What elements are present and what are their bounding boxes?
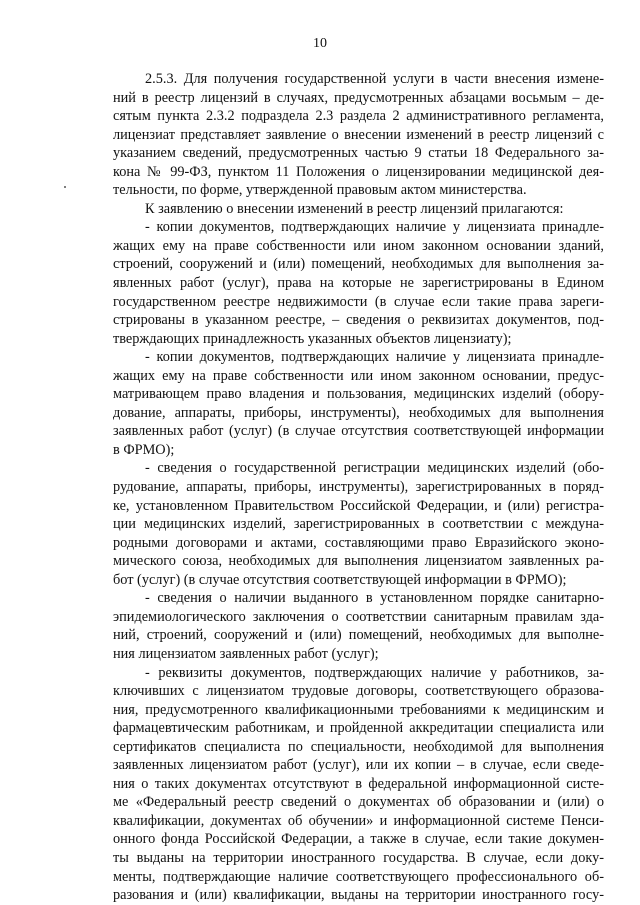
list-item-line: тверждающих принадлежность указанных объектов лицензиату); <box>113 330 512 347</box>
list-item-line: - реквизиты документов, подтверждающих наличие у работников, за- <box>145 664 604 681</box>
list-item-line: ний, строений, сооружений и (или) помещений, необходимых для выполне- <box>113 627 604 644</box>
list-item-line: жащих ему на праве собственности или ином законном основании, предус- <box>113 367 604 384</box>
list-item-line: жащих ему на праве собственности или ином законном основании зданий, <box>113 237 604 254</box>
list-item-line: - сведения о государственной регистрации медицинских изделий (обо- <box>145 460 604 477</box>
list-item-line: ключивших с лицензиатом трудовые договоры, соответствующего образова- <box>113 683 604 700</box>
paragraph-line: 2.5.3. Для получения государственной услуги в части внесения измене- <box>145 71 604 87</box>
list-item-line: стрированы в указанном реестре, – сведения о реквизитах документов, под- <box>113 312 604 329</box>
list-item-line: - сведения о наличии выданного в установленном порядке санитарно- <box>145 590 604 607</box>
list-item-line: - копии документов, подтверждающих наличие у лицензиата принадле- <box>145 219 604 236</box>
list-item-line: родными договорами и актами, составляющими право Евразийского эконо- <box>113 534 604 551</box>
list-item-line: матривающем право владения и пользования, медицинских изделий (обору- <box>113 386 604 403</box>
paragraph-line: лицензиат представляет заявление о внесении изменений в реестр лицензий с <box>113 126 604 143</box>
list-item-line: заявленных лицензиатом работ (услуг), или их копии – в случае, если сведе- <box>113 757 604 774</box>
list-item-line: ции медицинских изделий, зарегистрированных в соответствии с междуна- <box>113 516 604 533</box>
list-item-line: фармацевтическим работникам, и пройденной аккредитации специалиста или <box>113 720 604 737</box>
list-item-line: квалификации, документах об обучении» и информационной системе Пенси- <box>113 812 604 829</box>
list-item-line: рудование, аппараты, приборы, инструменты), зарегистрированных в поряд- <box>113 479 604 496</box>
list-item-line: - копии документов, подтверждающих наличие у лицензиата принадле- <box>145 349 604 366</box>
paragraph-line: сятым пункта 2.3.2 подраздела 2.3 раздела 2 административного регламента, <box>113 108 604 125</box>
list-item-line: бот (услуг) (в случае отсутствия соответствующей информации в ФРМО); <box>113 571 567 588</box>
paragraph-line: К заявлению о внесении изменений в реестр лицензий прилагаются: <box>145 200 564 217</box>
list-item-line: государственном реестре недвижимости (в случае если такие права зареги- <box>113 293 604 310</box>
list-item-line: онного фонда Российской Федерации, а также в случае, если такие докумен- <box>113 831 604 848</box>
paragraph-line: тельности, по форме, утвержденной правовым актом министерства. <box>113 182 527 199</box>
list-item-line: разования и (или) квалификации, выданы на территории иностранного госу- <box>113 887 604 904</box>
paragraph-line: ний в реестр лицензий в случаях, предусмотренных абзацами восьмым – де- <box>113 89 604 106</box>
list-item-line: ния о таких документах отсутствуют в федеральной информационной систе- <box>113 775 604 792</box>
list-item-line: в ФРМО); <box>113 441 175 458</box>
body-text <box>113 70 604 905</box>
list-item-line: ме «Федеральный реестр сведений о документах об образовании и (или) о <box>113 794 604 811</box>
list-item-line: заявленных работ (услуг) (в случае отсутствия соответствующей информации <box>113 423 604 440</box>
list-item-line: явленных работ (услуг), права на которые не зарегистрированы в Едином <box>113 275 604 292</box>
list-item-line: эпидемиологического заключения о соответствии санитарным правилам зда- <box>113 608 604 625</box>
scan-speck <box>64 186 66 188</box>
list-item-line: ния, предусмотренного квалификационными требованиями к медицинским и <box>113 701 604 718</box>
paragraph-line: указанием сведений, предусмотренных частью 9 статьи 18 Федерального за- <box>113 145 604 162</box>
paragraph-line: кона № 99-ФЗ, пунктом 11 Положения о лицензировании медицинской дея- <box>113 163 604 180</box>
list-item-line: дование, аппараты, приборы, инструменты), необходимых для выполнения <box>113 404 604 421</box>
list-item-line: сертификатов специалиста по специальности, необходимой для выполнения <box>113 738 604 755</box>
list-item-line: ке, установленном Правительством Российской Федерации, и (или) регистра- <box>113 497 604 514</box>
page-number: 10 <box>313 36 327 51</box>
list-item-line: менты, подтверждающие наличие соответствующего профессионального об- <box>113 868 604 885</box>
list-item-line: ния лицензиатом заявленных работ (услуг); <box>113 645 379 662</box>
list-item-line: строений, сооружений и (или) помещений, необходимых для выполнения за- <box>113 256 604 273</box>
list-item-line: мического союза, необходимых для выполнения лицензиатом заявленных ра- <box>113 553 604 570</box>
list-item-line: ты выданы на территории иностранного государства. В случае, если доку- <box>113 849 604 866</box>
